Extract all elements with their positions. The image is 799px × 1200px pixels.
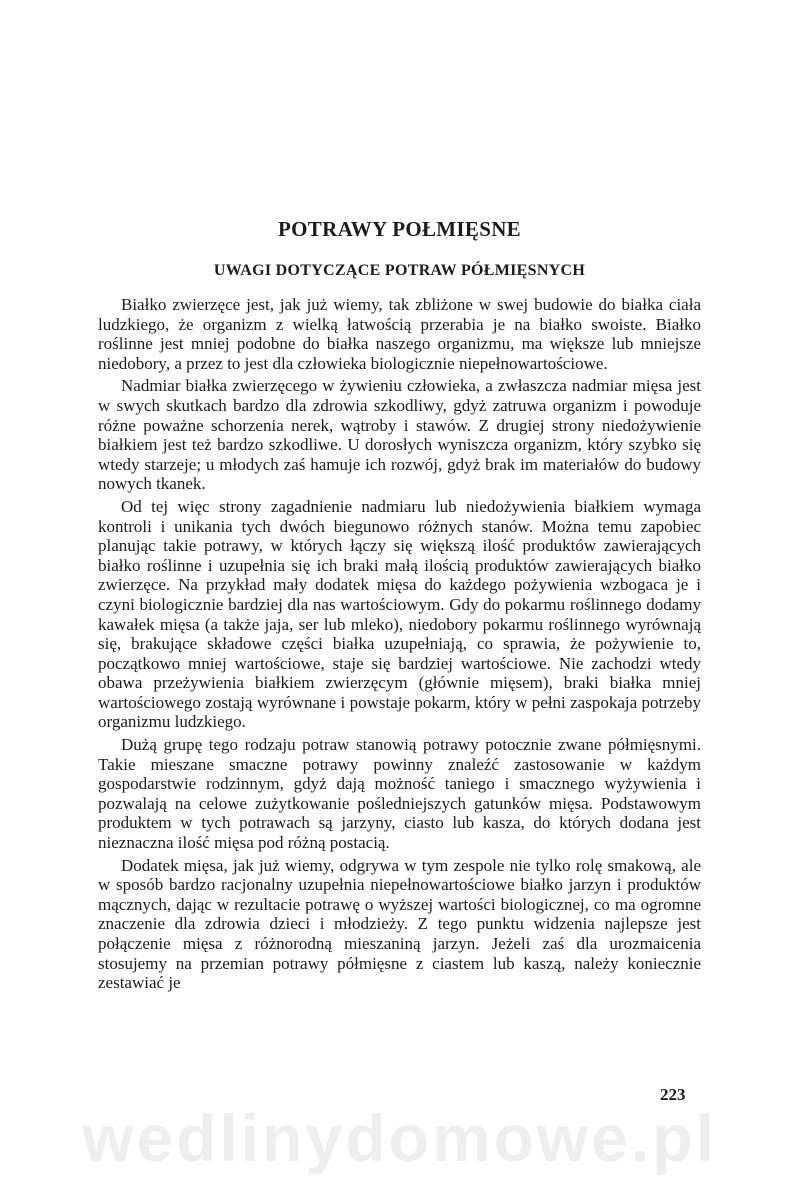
- paragraph: Białko zwierzęce jest, jak już wiemy, tak zbliżone w swej budowie do białka ciała ludzkiego, że organizm z wielką łatwością przerabia je na białko swoiste. Białko roślinne jest mniej podobne do białka naszego organizmu, ma większe lub mniejsze niedobory, a przez to jest dla człowieka biologicznie niepełnowartościowe.: [98, 295, 701, 373]
- body-text: [98, 295, 701, 993]
- paragraph: Dużą grupę tego rodzaju potraw stanowią potrawy potocznie zwane półmięsnymi. Takie mieszane smaczne potrawy powinny znaleźć zastosowanie w każdym gospodarstwie rodzinnym, gdyż dają możność taniego i smacznego wyżywienia i pozwalają na celowe zużytkowanie pośledniejszych gatunków mięsa. Podstawowym produktem w tych potrawach są jarzyny, ciasto lub kasza, do których dodana jest nieznaczna ilość mięsa pod różną postacią.: [98, 735, 701, 853]
- paragraph: Od tej więc strony zagadnienie nadmiaru lub niedożywienia białkiem wymaga kontroli i unikania tych dwóch biegunowo różnych stanów. Można temu zapobiec planując takie potrawy, w których łączy się większą ilość produktów zawierających białko roślinne i uzupełnia się ich braki małą ilością produktów zawierających białko zwierzęce. Na przykład mały dodatek mięsa do każdego pożywienia wzbogaca je i czyni biologicznie bardziej dla nas wartościowym. Gdy do pokarmu roślinnego dodamy kawałek mięsa (a także jaja, ser lub mleko), niedobory pokarmu roślinnego wyrównają się, brakujące składowe części białka uzupełniają, co sprawia, że pożywienie to, początkowo mniej wartościowe, staje się bardziej wartościowe. Nie zachodzi wtedy obawa przeżywienia białkiem zwierzęcym (głównie mięsem), braki białka mniej wartościowego zostają wyrównane i powstaje pokarm, który w pełni zaspokaja potrzeby organizmu ludzkiego.: [98, 496, 701, 732]
- page-number: 223: [660, 1085, 686, 1104]
- section-subtitle: UWAGI DOTYCZĄCE POTRAW PÓŁMIĘSNYCH: [213, 262, 586, 279]
- paragraph: Nadmiar białka zwierzęcego w żywieniu człowieka, a zwłaszcza nadmiar mięsa jest w swych skutkach bardzo dla zdrowia szkodliwy, gdyż zatruwa organizm i powoduje różne poważne schorzenia nerek, wątroby i stawów. Z drugiej strony niedożywienie białkiem jest też bardzo szkodliwe. U dorosłych wyniszcza organizm, który szybko się wtedy starzeje; u młodych zaś hamuje ich rozwój, gdyż brak im materiałów do budowy nowych tkanek.: [98, 376, 701, 494]
- paragraph: Dodatek mięsa, jak już wiemy, odgrywa w tym zespole nie tylko rolę smakową, ale w sposób bardzo racjonalny uzupełnia niepełnowartościowe białko jarzyn i produktów mącznych, dając w rezultacie potrawę o wyższej wartości biologicznej, co ma ogromne znaczenie dla zdrowia dzieci i młodzieży. Z tego punktu widzenia najlepsze jest połączenie mięsa z różnorodną mieszaniną jarzyn. Jeżeli zaś dla urozmaicenia stosujemy na przemian potrawy półmięsne z ciastem lub kaszą, należy koniecznie zestawiać je: [98, 855, 701, 993]
- page-title: POTRAWY POŁMIĘSNE: [278, 217, 521, 241]
- watermark: wedlinydomowe.pl: [82, 1101, 717, 1175]
